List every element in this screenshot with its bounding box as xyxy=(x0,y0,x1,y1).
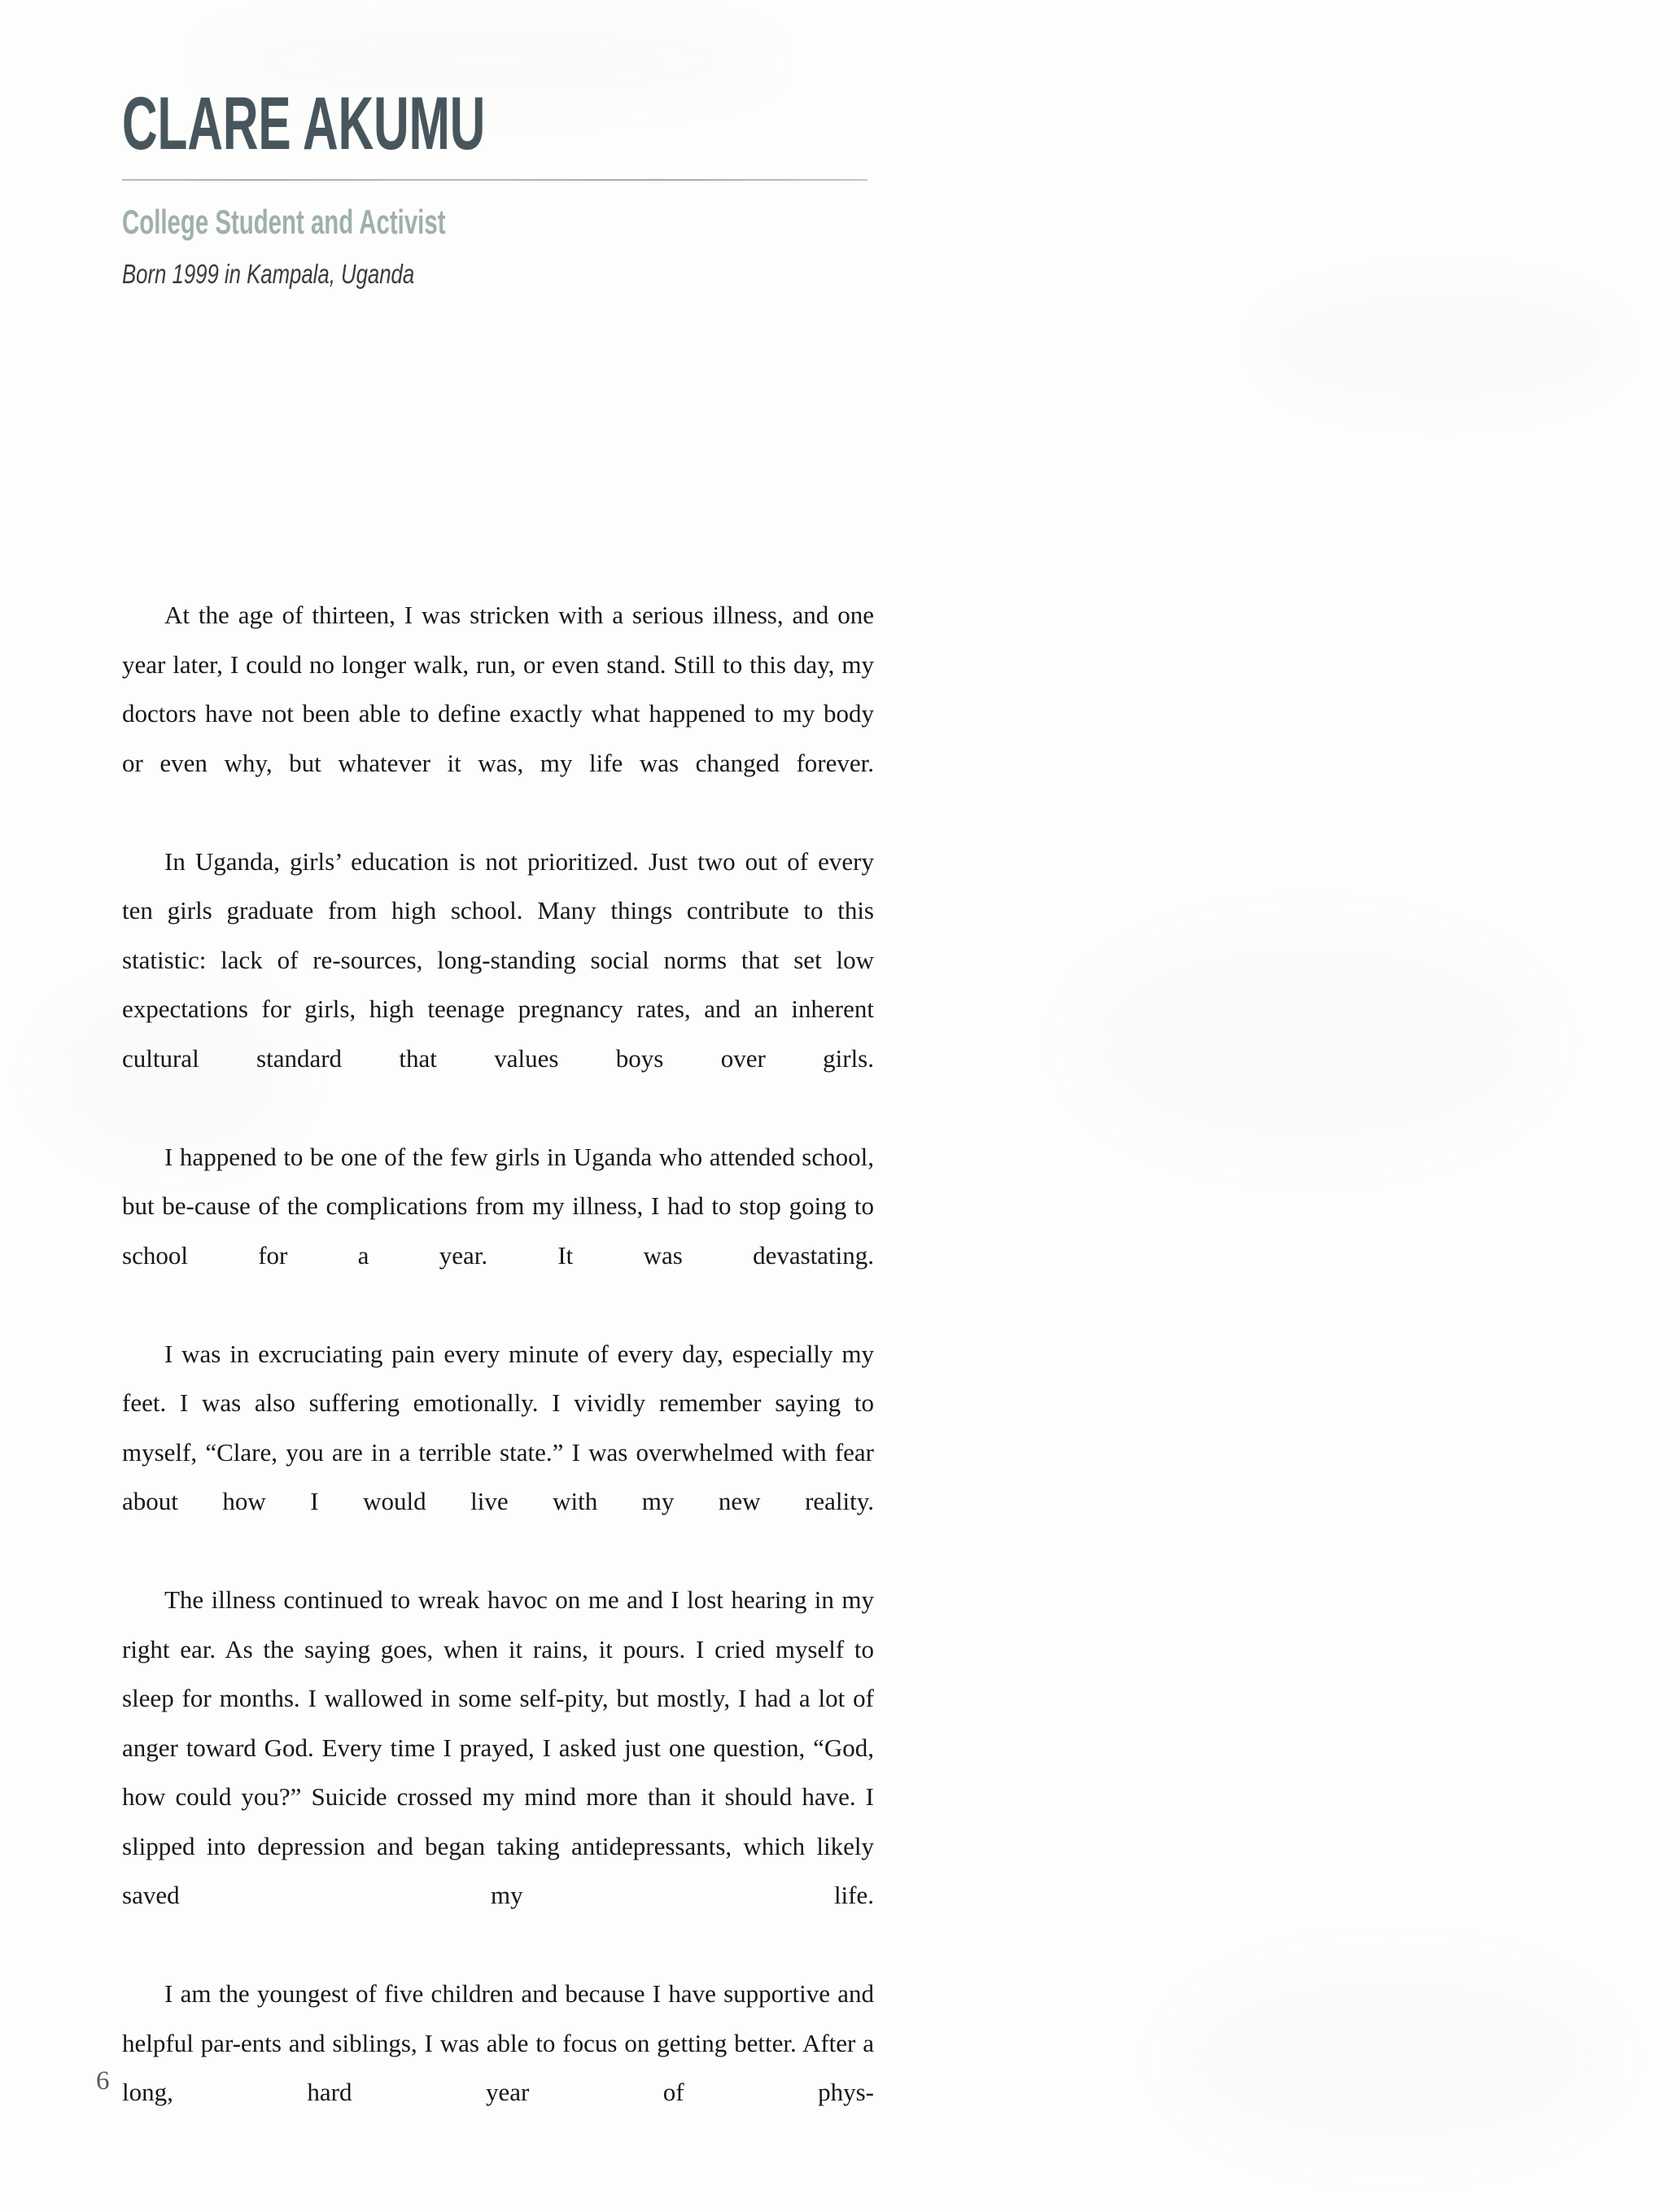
body-paragraph: I am the youngest of five children and because I have supportive and helpful par-ents and siblings, I was able to focus on getting better. After a long, hard year of phys- xyxy=(122,1979,874,2106)
subtitle: College Student and Activist xyxy=(122,203,446,241)
scan-artifact xyxy=(1180,1969,1603,2149)
body-text xyxy=(122,591,874,2166)
header-divider xyxy=(122,179,867,181)
scan-artifact xyxy=(1082,936,1538,1148)
page-number: 6 xyxy=(96,2066,110,2096)
body-paragraph: The illness continued to wreak havoc on me and I lost hearing in my right ear. As the saying goes, when it rains, it pours. I cried myself to sleep for months. I wallowed in some self-pity, but mostly, I had a lot of anger toward God. Every time I prayed, I asked just one question, “God, how could you?” Suicide crossed my mind more than it should have. I slipped into depression and began taking antidepressants, which likely saved my life. xyxy=(122,1585,874,1909)
chapter-header xyxy=(122,82,867,290)
body-paragraph: I happened to be one of the few girls in Uganda who attended school, but be-cause of the complications from my illness, I had to stop going to school for a year. It was devastating. xyxy=(122,1142,874,1270)
body-paragraph: At the age of thirteen, I was stricken with a serious illness, and one year later, I could no longer walk, run, or even stand. Still to this day, my doctors have not been able to define exactly what happened to my body or even why, but whatever it was, my life was changed forever. xyxy=(122,601,874,777)
page-title: CLARE AKUMU xyxy=(122,82,486,165)
byline: Born 1999 in Kampala, Uganda xyxy=(122,259,415,289)
body-paragraph: In Uganda, girls’ education is not prioritized. Just two out of every ten girls graduate from high school. Many things contribute to this statistic: lack of re-sources, long-standing social norms that set low expectations for girls, high teenage pregnancy rates, and an inherent cultural standard that values boys over girls. xyxy=(122,846,874,1073)
body-paragraph: I was in excruciating pain every minute of every day, especially my feet. I was also suffering emotionally. I vividly remember saying to myself, “Clare, you are in a terrible state.” I was overwhelmed with fear about how I would live with my new reality. xyxy=(122,1339,874,1515)
scan-artifact xyxy=(1269,293,1611,399)
